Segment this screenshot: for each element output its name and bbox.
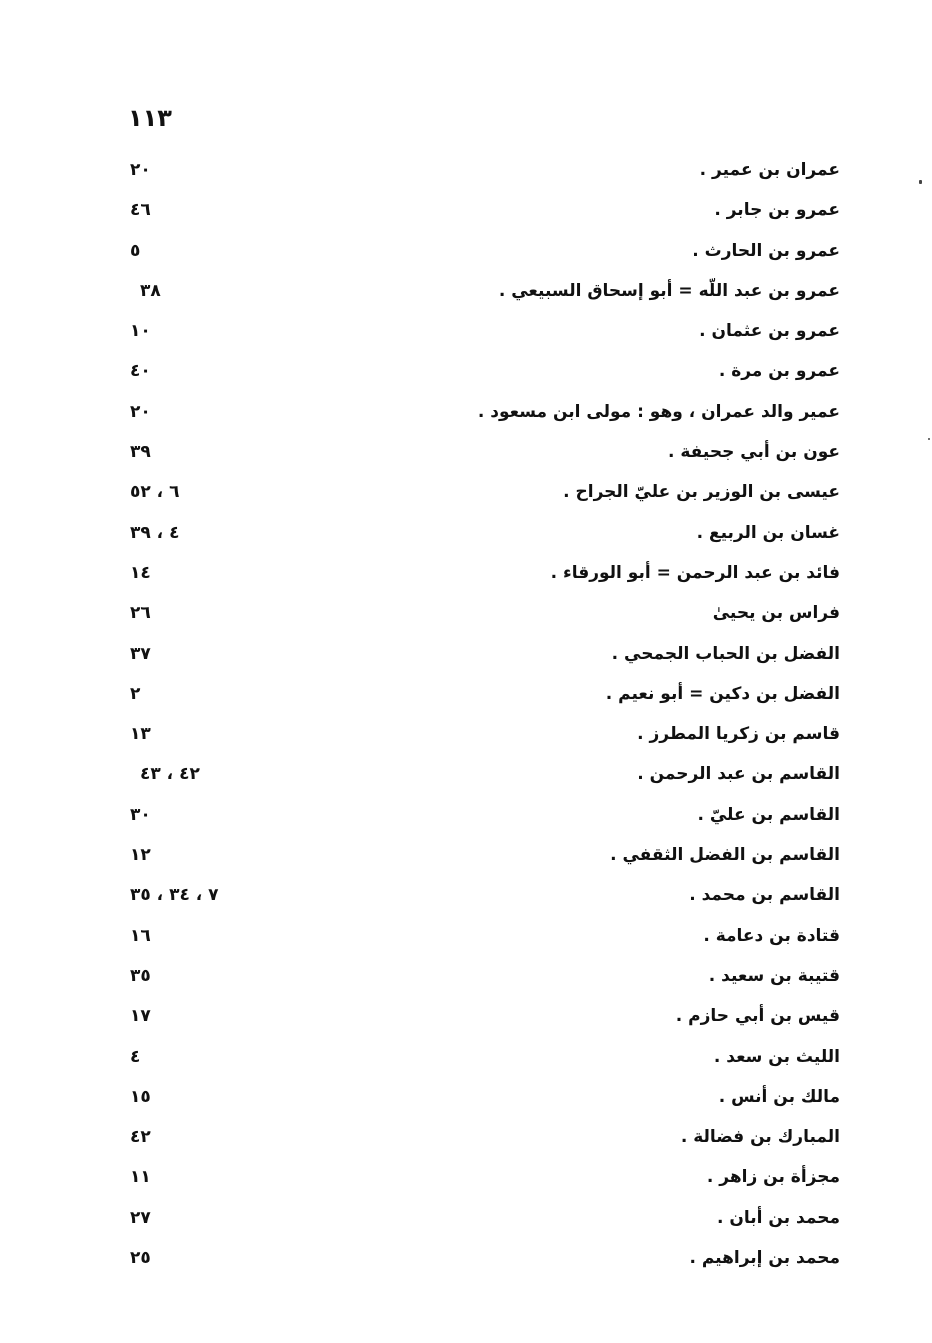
index-entry	[0, 916, 932, 956]
entry-name: القاسم بن محمد .	[689, 885, 840, 906]
entry-name: القاسم بن عليّ .	[697, 804, 840, 825]
entry-name: عمرو بن جابر .	[714, 200, 840, 221]
entry-page-numbers: ١٦	[130, 925, 151, 946]
index-entry	[0, 553, 932, 593]
entry-name: عمرو بن عبد اللّه = أبو إسحاق السبيعي .	[498, 280, 840, 301]
entry-name: عون بن أبي جحيفة .	[668, 442, 840, 463]
index-entry	[0, 190, 932, 230]
index-entry	[0, 835, 932, 875]
entry-page-numbers: ٢٠	[130, 401, 151, 422]
entry-page-numbers: ٤٢ ، ٤٣	[140, 764, 200, 785]
entry-name: عيسى بن الوزير بن عليّ الجراح .	[563, 482, 840, 503]
entry-name: قتادة بن دعامة .	[703, 925, 840, 946]
index-entry	[0, 754, 932, 794]
entry-name: عمرو بن عثمان .	[699, 321, 840, 342]
index-entry	[0, 432, 932, 472]
entry-name: الليث بن سعد .	[713, 1046, 840, 1067]
entry-name: قتيبة بن سعيد .	[708, 965, 840, 986]
index-entry	[0, 311, 932, 351]
entry-page-numbers: ٤	[130, 1046, 141, 1067]
entry-page-numbers: ٧ ، ٣٤ ، ٣٥	[130, 885, 219, 906]
index-entry	[0, 1198, 932, 1238]
entry-page-numbers: ٣٨	[140, 280, 161, 301]
entry-name: قيس بن أبي حازم .	[675, 1006, 840, 1027]
scan-speck	[928, 438, 930, 440]
page-number: ١١٣	[128, 104, 172, 132]
entry-page-numbers: ٤٦	[130, 200, 151, 221]
entry-name: فائد بن عبد الرحمن = أبو الورقاء .	[550, 562, 840, 583]
index-entry	[0, 1238, 932, 1278]
entry-page-numbers: ١١	[130, 1167, 151, 1188]
entry-name: عمير والد عمران ، وهو : مولى ابن مسعود .	[477, 401, 840, 422]
entry-page-numbers: ١٤	[130, 562, 151, 583]
entry-page-numbers: ٤٠	[130, 361, 151, 382]
index-entry	[0, 634, 932, 674]
entry-page-numbers: ٣٩	[130, 442, 151, 463]
entry-page-numbers: ٢٠	[130, 160, 151, 180]
entry-name: عمران بن عمير .	[699, 160, 840, 180]
entry-page-numbers: ٤ ، ٣٩	[130, 522, 180, 543]
index-entry	[0, 271, 932, 311]
entry-page-numbers: ٢٦	[130, 603, 151, 624]
entry-name: محمد بن إبراهيم .	[689, 1248, 840, 1269]
entry-page-numbers: ١٣	[130, 724, 151, 745]
name-index-list	[0, 150, 932, 1278]
entry-name: القاسم بن عبد الرحمن .	[637, 764, 840, 785]
entry-page-numbers: ٣٧	[130, 643, 151, 664]
index-entry	[0, 231, 932, 271]
index-entry	[0, 1077, 932, 1117]
entry-page-numbers: ٥	[130, 240, 141, 261]
index-entry	[0, 351, 932, 391]
entry-name: فراس بن يحيىٰ	[712, 603, 840, 624]
entry-name: القاسم بن الفضل الثقفي .	[610, 845, 840, 866]
entry-name: المبارك بن فضالة .	[680, 1127, 840, 1148]
entry-page-numbers: ٣٥	[130, 965, 151, 986]
entry-page-numbers: ١٧	[130, 1006, 151, 1027]
entry-name: مالك بن أنس .	[718, 1086, 840, 1107]
entry-name: عمرو بن الحارث .	[692, 240, 840, 261]
entry-page-numbers: ٦ ، ٥٢	[130, 482, 180, 503]
entry-name: غسان بن الربيع .	[696, 522, 840, 543]
entry-name: الفضل بن دكين = أبو نعيم .	[605, 683, 840, 704]
entry-page-numbers: ٤٢	[130, 1127, 151, 1148]
entry-name: محمد بن أبان .	[717, 1207, 840, 1228]
scan-speck	[919, 180, 922, 184]
index-entry	[0, 674, 932, 714]
entry-page-numbers: ٢٧	[130, 1207, 151, 1228]
entry-name: مجزأة بن زاهر .	[706, 1167, 840, 1188]
index-entry	[0, 150, 932, 190]
index-entry	[0, 795, 932, 835]
index-entry	[0, 1157, 932, 1197]
index-entry	[0, 472, 932, 512]
index-entry	[0, 996, 932, 1036]
entry-page-numbers: ١٢	[130, 845, 151, 866]
entry-name: عمرو بن مرة .	[718, 361, 840, 382]
entry-page-numbers: ١٥	[130, 1086, 151, 1107]
entry-name: الفضل بن الحباب الجمحي .	[611, 643, 840, 664]
index-entry	[0, 392, 932, 432]
index-entry	[0, 875, 932, 915]
entry-name: قاسم بن زكريا المطرز .	[637, 724, 840, 745]
index-entry	[0, 1037, 932, 1077]
entry-page-numbers: ٣٠	[130, 804, 151, 825]
index-entry	[0, 513, 932, 553]
index-entry	[0, 593, 932, 633]
entry-page-numbers: ١٠	[130, 321, 151, 342]
entry-page-numbers: ٢٥	[130, 1248, 151, 1269]
entry-page-numbers: ٢	[130, 683, 141, 704]
index-entry	[0, 956, 932, 996]
index-entry	[0, 714, 932, 754]
index-entry	[0, 1117, 932, 1157]
